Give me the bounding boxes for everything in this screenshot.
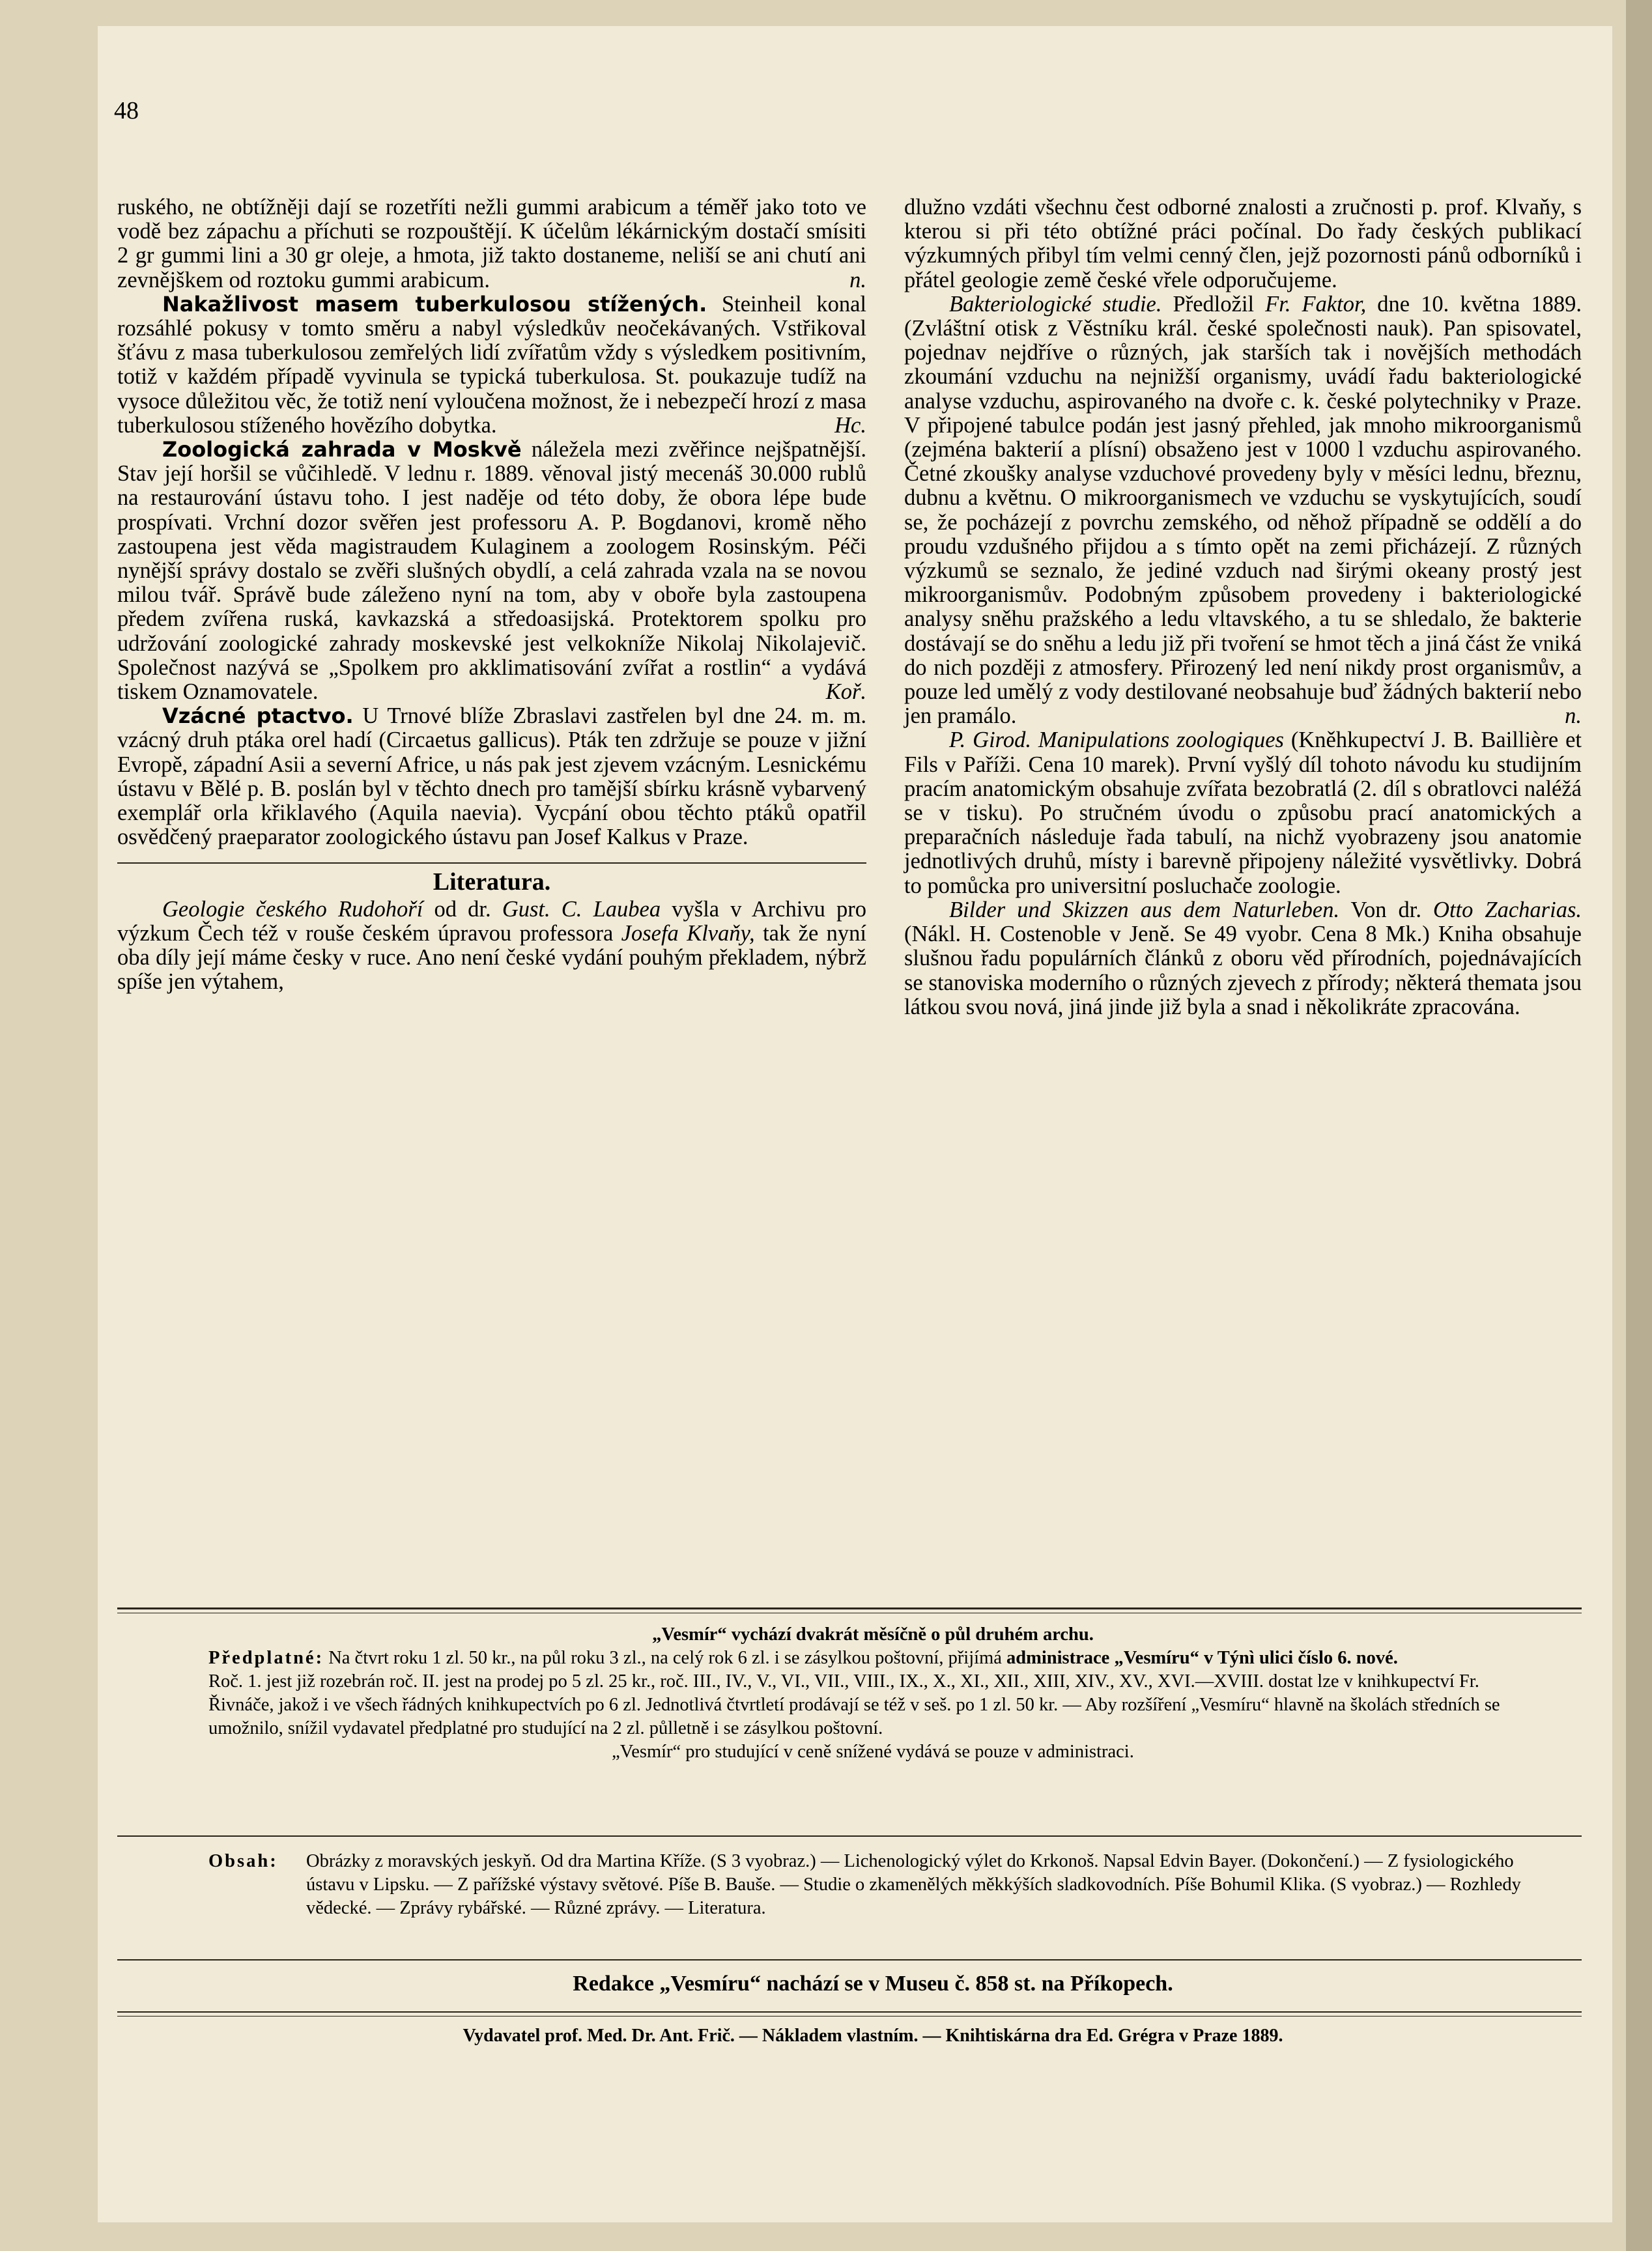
review-bilder: Bilder und Skizzen aus dem Naturleben. Von dr. Otto Zacharias. (Nákl. H. Costenoble v Jeně. Se 49 vyobr. Cena 8 Mk.) Kniha obsahuje slušnou řadu populárních článků z oboru věd přírodních, pojednávajících se stanoviska moderního o různých zjevech z přírody; některá themata jsou látkou svou nová, jiná jinde již byla a snad i několikráte zpracována. [904,897,1582,1019]
divider [117,1959,1582,1961]
redakce-address: Redakce „Vesmíru“ nachází se v Museu č. 858 st. na Příkopech. [573,1972,1173,1996]
scan-edge [1626,0,1652,2251]
predplatne: Předplatné: Na čtvrt roku 1 zl. 50 kr., na půl roku 3 zl., na celý rok 6 zl. i se zásylkou poštovní, přijímá administrace „Vesmíru“ v Týnì ulici číslo 6. nové. [208,1648,1398,1668]
divider [117,1835,1582,1837]
article-ptactvo: Vzácné ptactvo. U Trnové blíže Zbraslavi zastřelen byl dne 24. m. m. vzácný druh ptáka orel hadí (Circaetus gallicus). Pták ten zdržuje se pouze v jižní Evropě, západní Asii a severní Africe, u nás pak jest zjevem vzácným. Lesnickému ústavu v Bělé p. B. poslán byl v těchto dnech pro tamější sbírku krásně vybarvený exemplář orla křiklavého (Aquila naevia). Vycpání obou těchto ptáků opatřil osvědčený praeparator zoologického ústavu pan Josef Kalkus v Praze. [117,703,867,850]
studujici-note: „Vesmír“ pro studující v ceně snížené vydává se pouze v administraci. [612,1742,1134,1762]
divider [117,2016,1582,2017]
subscription-info [208,1623,1537,1764]
vesmir-frequency: „Vesmír“ vychází dvakrát měsíčně o půl druhém archu. [652,1624,1094,1645]
obsah-label: Obsah: [208,1851,278,1871]
review-bakteriologicke: Bakteriologické studie. Předložil Fr. Faktor, dne 10. května 1889. (Zvláštní otisk z Věstníku král. české společnosti nauk). Pan spisovatel, pojednav nejdříve o různých, jak starších tak i novějších methodách zkoumání vzduchu na nejnižší organismy, uvádí řadu bakteriologické analyse vzduchu, aspirovaného na dvoře c. k. české polytechniky v Praze. V připojené tabulce podán jest jasný přehled, jak mnoho mikroorganismů (zejména bakterií a plísní) obsaženo jest v 1000 l vzduchu aspirovaného. Četné zkoušky analyse vzduchové provedeny byly v měsíci lednu, březnu, dubnu a květnu. O mikroorganismech ve vzduchu se vyskytujících, soudí se, že pocházejí z povrchu zemského, od něhož případně se oddělí a do proudu vzdušného přijdou a s tímto opět na zemi přicházejí. Z různých výzkumů se seznalo, že jediné vzduch nad širými okeany prostý jest mikroorganismův. Podobným způsobem provedeny i bakteriologické analysy sněhu pražského a ledu vltavského, a tu se shledalo, že bakterie dostávají se do sněhu a ledu již při tvoření se hmot těch a jiná část že vniká do nich později z atmosfery. Přirozený led není nikdy prost organismův, a pouze led umělý z vody destilované neobsahuje buď žádných bakterií nebo jen pramálo. n. [904,291,1582,729]
article-heading: Nakažlivost masem tuberkulosou stížených. [162,291,707,317]
rocniky: Roč. 1. jest již rozebrán roč. II. jest na prodej po 5 zl. 25 kr., roč. III., IV., V., VI., VII., VIII., IX., X., XI., XII., XIII, XIV., XV., XVI.—XVIII. dostat lze v knihkupectví Fr. Řivnáče, jakož i ve všech řádných knihkupectvích po 6 zl. Jednotlivá čtvrtletí prodávají se též v seš. po 1 zl. 50 kr. — Aby rozšíření „Vesmíru“ hlavně na školách středních se umožnilo, snížil vydavatel předplatné pro studující na 2 zl. půlletně i se zásylkou poštovní. [208,1671,1500,1738]
review-geologie: Geologie českého Rudohoří od dr. Gust. C. Laubea vyšla v Archivu pro výzkum Čech též v rouše českém úpravou professora Josefa Klvaňy, tak že nyní oba díly její máme česky v ruce. Ano není české vydání pouhým překladem, nýbrž spíše jen výtahem, [117,896,866,995]
right-column [904,195,1582,1019]
signature: n. [1565,703,1582,729]
signature: Hc. [834,412,866,438]
page-number: 48 [114,97,139,124]
review-geologie-cont: dlužno vzdáti všechnu čest odborné znalosti a zručnosti p. prof. Klvaňy, s kterou si při této obtížné práci počínal. Do řady českých publikací výzkumných přibyl tím velmi cenný člen, jejž pozornosti pánů odborníků i přátel geologie země české vřele odporučujeme. [904,195,1582,292]
divider [117,2011,1582,2013]
signature: Koř. [825,679,866,705]
article-zoo-moskva: Zoologická zahrada v Moskvě náležela mezi zvěřince nejšpatnější. Stav její horšil se vůčihledě. V lednu r. 1889. věnoval jistý mecenáš 30.000 rublů na restaurování ústavu toho. I jest naděje od této doby, že obora lépe bude prospívati. Vrchní dozor svěřen jest professoru A. P. Bogdanovi, kromě něho zastoupena jest věda magistraudem Kulaginem a zoologem Rosinským. Péči nynější správy dostalo se zvěři slušných obydlí, a celá zahrada vzala na se novou milou tvář. Správě bude záleženo nyní na tom, aby v oboře byla zastoupena předem zvířena ruská, kavkazská a středoasijská. Protektorem spolku pro udržování zoologické zahrady moskevské jest velkokníže Nikolaj Nikolajevič. Společnost nazývá se „Spolkem pro akklimatisování zvířat a rostlin“ a vydává tiskem Oznamovatele. Koř. [117,437,866,705]
article-heading: Vzácné ptactvo. [162,703,354,729]
signature: n. [849,267,866,292]
article-nakazlivost: Nakažlivost masem tuberkulosou stížených. Steinheil konal rozsáhlé pokusy v tomto směru a nabyl výsledkův neočekávaných. Vstřikoval šťávu z masa tuberkulosou zemřelých lidí zvířatům vždy s výsledkem positivním, totiž v každém případě vyvinula se typická tuberkulosa. St. poukazuje tudíž na vysoce důležitou věc, že totiž není vyloučena možnost, že i nebezpečí hrozí z masa tuberkulosou stíženého hovězího dobytka. Hc. [117,291,867,438]
section-literatura: Literatura. [433,868,551,896]
review-girod: P. Girod. Manipulations zoologiques (Kněhkupectví J. B. Baillière et Fils v Paříži. Cena 10 marek). První vyšlý díl tohoto návodu ku studijním pracím anatomickým obsahuje zvířata bezobratlá (2. díl s obratlovci naléžá se v tisku). Po stručném úvodu o způsobu prací anatomických a preparačních následuje řada tabulí, na nichž vyobrazeny jsou anatomie jednotlivých druhů, místy i barevně připojeny náležité vysvětlivky. Dobrá to pomůcka pro universitní posluchače zoologie. [904,728,1582,898]
article-heading: Zoologická zahrada v Moskvě [162,437,522,462]
obsah [208,1850,1537,1920]
article-gummi: ruského, ne obtížněji dají se rozetříti nežli gummi arabicum a téměř jako toto ve vodě bez zápachu a příchuti se rozpouštějí. K účelům lékárnickým dostačí smísiti 2 gr gummi lini a 30 gr oleje, a hmota, již takto dostaneme, neliší se ani chutí ani zevnějškem od roztoku gummi arabicum. n. [117,195,866,292]
publisher-line: Vydavatel prof. Med. Dr. Ant. Frič. — Nákladem vlastním. — Knihtiskárna dra Ed. Grégra v Praze 1889. [463,2026,1283,2046]
obsah-text: Obrázky z moravských jeskyň. Od dra Martina Kříže. (S 3 vyobraz.) — Lichenologický výlet do Krkonoš. Napsal Edvin Bayer. (Dokončení.) — Z fysiologického ústavu v Lipsku. — Z pařížské výstavy světové. Píše B. Bauše. — Studie o zkamenělých měkkýších sladkovodních. Píše Bohumil Klika. (S vyobraz.) — Rozhledy vědecké. — Zprávy rybářské. — Různé zprávy. — Literatura. [306,1851,1521,1918]
left-column [117,195,866,995]
divider [117,1607,1582,1609]
